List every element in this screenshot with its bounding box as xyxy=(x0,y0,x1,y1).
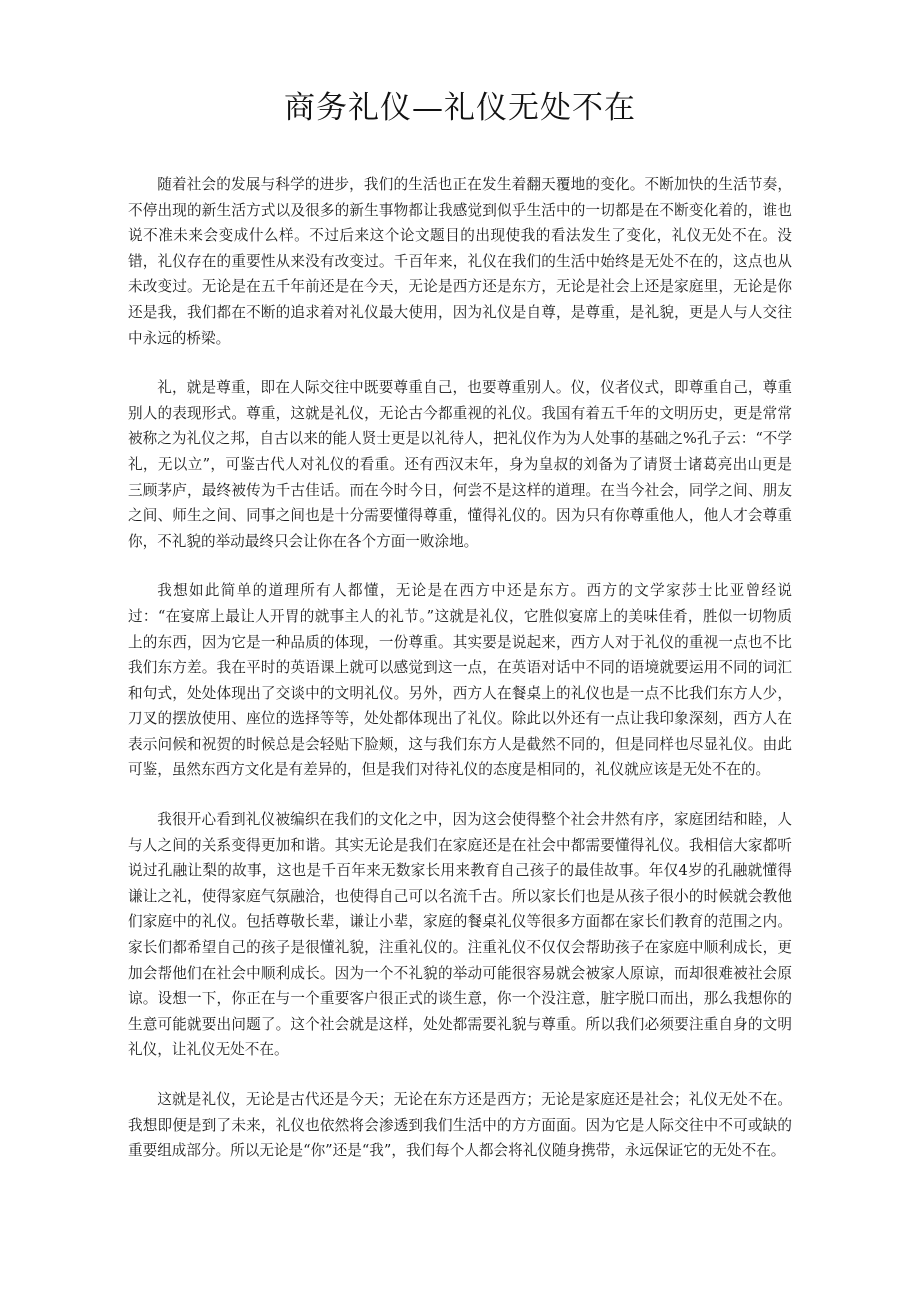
paragraph-2: 礼，就是尊重，即在人际交往中既要尊重自己，也要尊重别人。仪，仪者仪式，即尊重自己，尊重别人的表现形式。尊重，这就是礼仪，无论古今都重视的礼仪。我国有着五千年的文明历史，更是常常被称之为礼仪之邦，自古以来的能人贤士更是以礼待人，把礼仪作为为人处事的基础之%孔子云：“不学礼，无以立”，可鉴古代人对礼仪的看重。还有西汉末年，身为皇叔的刘备为了请贤士诸葛亮出山更是三顾茅庐，最终被传为千古佳话。而在今时今日，何尝不是这样的道理。在当今社会，同学之间、朋友之间、师生之间、同事之间也是十分需要懂得尊重，懂得礼仪的。因为只有你尊重他人，他人才会尊重你，不礼貌的举动最终只会让你在各个方面一败涂地。 xyxy=(128,379,792,550)
paragraph-1: 随着社会的发展与科学的进步，我们的生活也正在发生着翻天覆地的变化。不断加快的生活节奏，不停出现的新生活方式以及很多的新生事物都让我感觉到似乎生活中的一切都是在不断变化着的，谁也说不准未来会变成什么样。不过后来这个论文题目的出现使我的看法发生了变化，礼仪无处不在。没错，礼仪存在的重要性从来没有改变过。千百年来，礼仪在我们的生活中始终是无处不在的，这点也从未改变过。无论是在五千年前还是在今天，无论是西方还是东方，无论是社会上还是家庭里，无论是你还是我，我们都在不断的追求着对礼仪最大使用，因为礼仪是自尊，是尊重，是礼貌，更是人与人交往中永远的桥梁。 xyxy=(128,176,792,347)
document-title: 商务礼仪—礼仪无处不在 xyxy=(284,90,636,126)
paragraph-5: 这就是礼仪，无论是古代还是今天；无论在东方还是西方；无论是家庭还是社会；礼仪无处不在。我想即便是到了未来，礼仪也依然将会渗透到我们生活中的方方面面。因为它是人际交往中不可或缺的重要组成部分。所以无论是“你”还是“我”，我们每个人都会将礼仪随身携带，永远保证它的无处不在。 xyxy=(128,1091,792,1160)
document-body xyxy=(128,172,792,1188)
paragraph-4: 我很开心看到礼仪被编织在我们的文化之中，因为这会使得整个社会井然有序，家庭团结和睦，人与人之间的关系变得更加和谐。其实无论是我们在家庭还是在社会中都需要懂得礼仪。我相信大家都听说过孔融让梨的故事，这也是千百年来无数家长用来教育自己孩子的最佳故事。年仅4岁的孔融就懂得谦让之礼，使得家庭气氛融洽，也使得自己可以名流千古。所以家长们也是从孩子很小的时候就会教他们家庭中的礼仪。包括尊敬长辈，谦让小辈，家庭的餐桌礼仪等很多方面都在家长们教育的范围之内。家长们都希望自己的孩子是很懂礼貌，注重礼仪的。注重礼仪不仅仅会帮助孩子在家庭中顺利成长，更加会帮他们在社会中顺利成长。因为一个不礼貌的举动可能很容易就会被家人原谅，而却很难被社会原谅。设想一下，你正在与一个重要客户很正式的谈生意，你一个没注意，脏字脱口而出，那么我想你的生意可能就要出问题了。这个社会就是这样，处处都需要礼貌与尊重。所以我们必须要注重自身的文明礼仪，让礼仪无处不在。 xyxy=(128,811,792,1059)
paragraph-3: 我想如此简单的道理所有人都懂，无论是在西方中还是东方。西方的文学家莎士比亚曾经说过：“在宴席上最让人开胃的就事主人的礼节。”这就是礼仪，它胜似宴席上的美味佳肴，胜似一切物质上的东西，因为它是一种品质的体现，一份尊重。其实要是说起来，西方人对于礼仪的重视一点也不比我们东方差。我在平时的英语课上就可以感觉到这一点，在英语对话中不同的语境就要运用不同的词汇和句式，处处体现出了交谈中的文明礼仪。另外，西方人在餐桌上的礼仪也是一点不比我们东方人少，刀叉的摆放使用、座位的选择等等，处处都体现出了礼仪。除此以外还有一点让我印象深刻，西方人在表示问候和祝贺的时候总是会轻贴下脸颊，这与我们东方人是截然不同的，但是同样也尽显礼仪。由此可鉴，虽然东西方文化是有差异的，但是我们对待礼仪的态度是相同的，礼仪就应该是无处不在的。 xyxy=(128,582,792,779)
